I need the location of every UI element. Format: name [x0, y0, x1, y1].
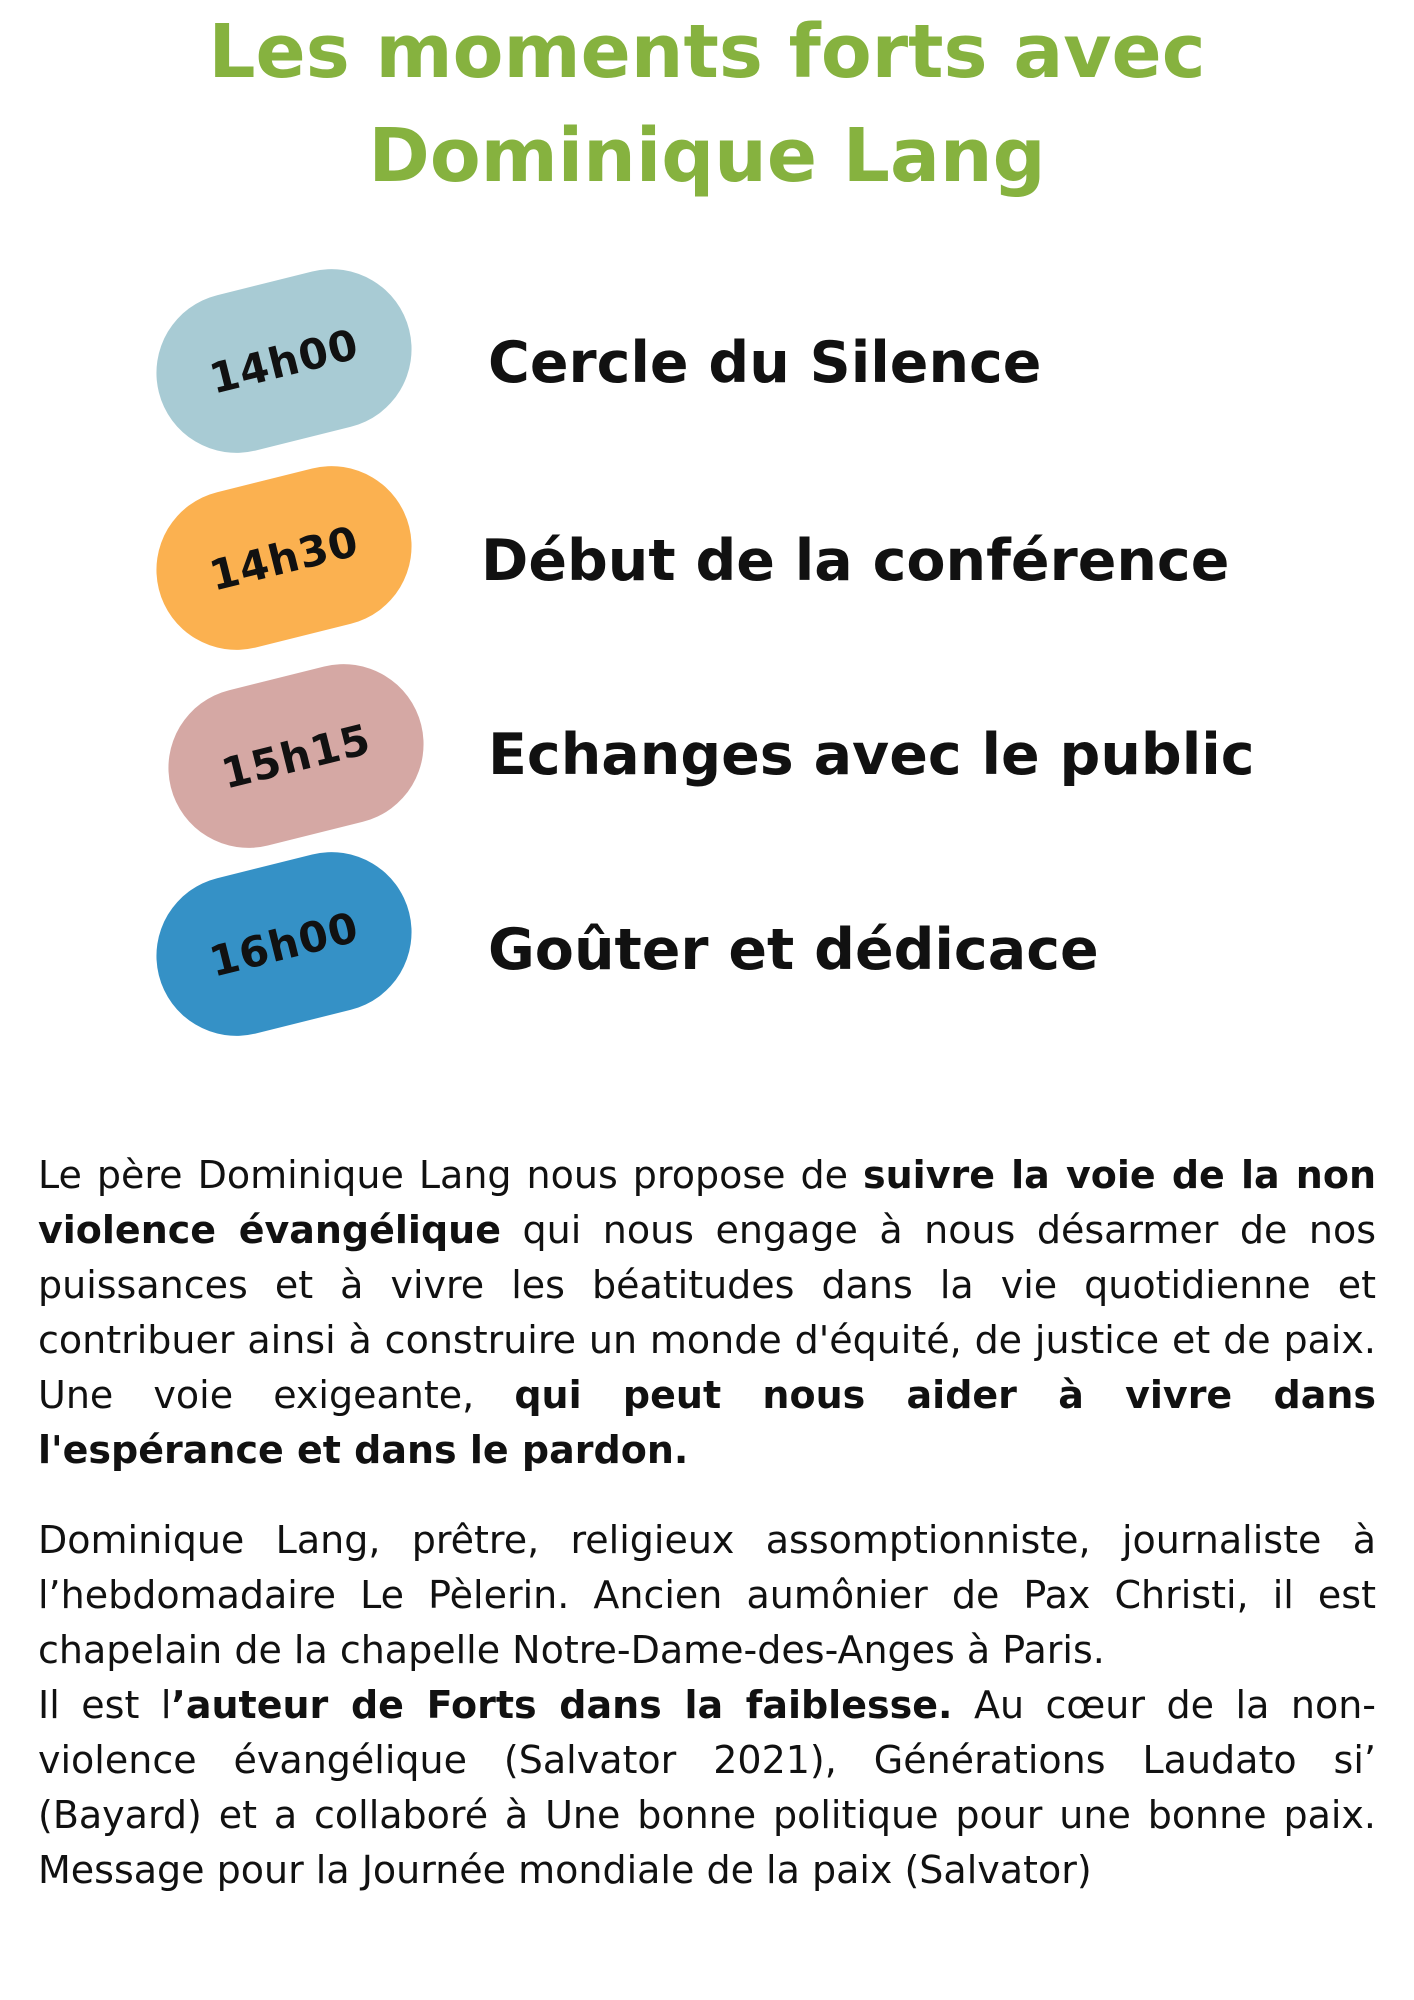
- event-label: Cercle du Silence: [488, 330, 1042, 396]
- time-label: 14h00: [204, 318, 364, 404]
- biography-bold-text: ’auteur de Forts dans la faiblesse.: [171, 1683, 953, 1727]
- biography-text: Il est l: [38, 1683, 172, 1727]
- time-badge: [139, 835, 428, 1053]
- biography-paragraph: [38, 1513, 1376, 1898]
- title-line-2: Dominique Lang: [368, 113, 1046, 199]
- event-label: Echanges avec le public: [488, 722, 1255, 788]
- biography-text: Dominique Lang, prêtre, religieux assomptionniste, journaliste à l’hebdomadaire Le Pèlerin. Ancien aumônier de Pax Christi, il est chapelain de la chapelle Notre-Dame-des-Anges à Paris.: [38, 1518, 1376, 1672]
- schedule-item-3: [0, 676, 1414, 846]
- time-badge: [151, 647, 440, 865]
- time-badge: [139, 449, 428, 667]
- biography-text: Au cœur de la non-violence évangélique (Salvator 2021), Générations Laudato si’ (Bayard) et a collaboré à Une bonne politique pour une bonne paix. Message pour la Journée mondiale de la paix (Salvator): [38, 1683, 1377, 1892]
- description-paragraph: [38, 1148, 1376, 1478]
- time-label: 14h30: [204, 515, 364, 601]
- schedule-item-2: [0, 478, 1414, 648]
- event-label: Début de la conférence: [481, 528, 1230, 594]
- schedule-item-4: [0, 862, 1414, 1032]
- paragraph-bold-text: qui peut nous aider à vivre dans l'espérance et dans le pardon.: [38, 1373, 1377, 1472]
- event-label: Goûter et dédicace: [488, 917, 1099, 983]
- time-badge: [139, 252, 428, 470]
- page-title: [0, 0, 1414, 208]
- paragraph-text: Le père Dominique Lang nous propose de: [38, 1153, 864, 1197]
- title-line-1: Les moments forts avec: [208, 9, 1206, 95]
- paragraph-text: qui nous engage à nous désarmer de nos puissances et à vivre les béatitudes dans la vie quotidienne et contribuer ainsi à construire un monde d'équité, de justice et de paix. Une voie exigeante,: [38, 1208, 1377, 1417]
- schedule-item-1: [0, 285, 1414, 455]
- time-label: 15h15: [216, 713, 376, 799]
- time-label: 16h00: [204, 901, 364, 987]
- paragraph-bold-text: suivre la voie de la non violence évangélique: [38, 1153, 1376, 1252]
